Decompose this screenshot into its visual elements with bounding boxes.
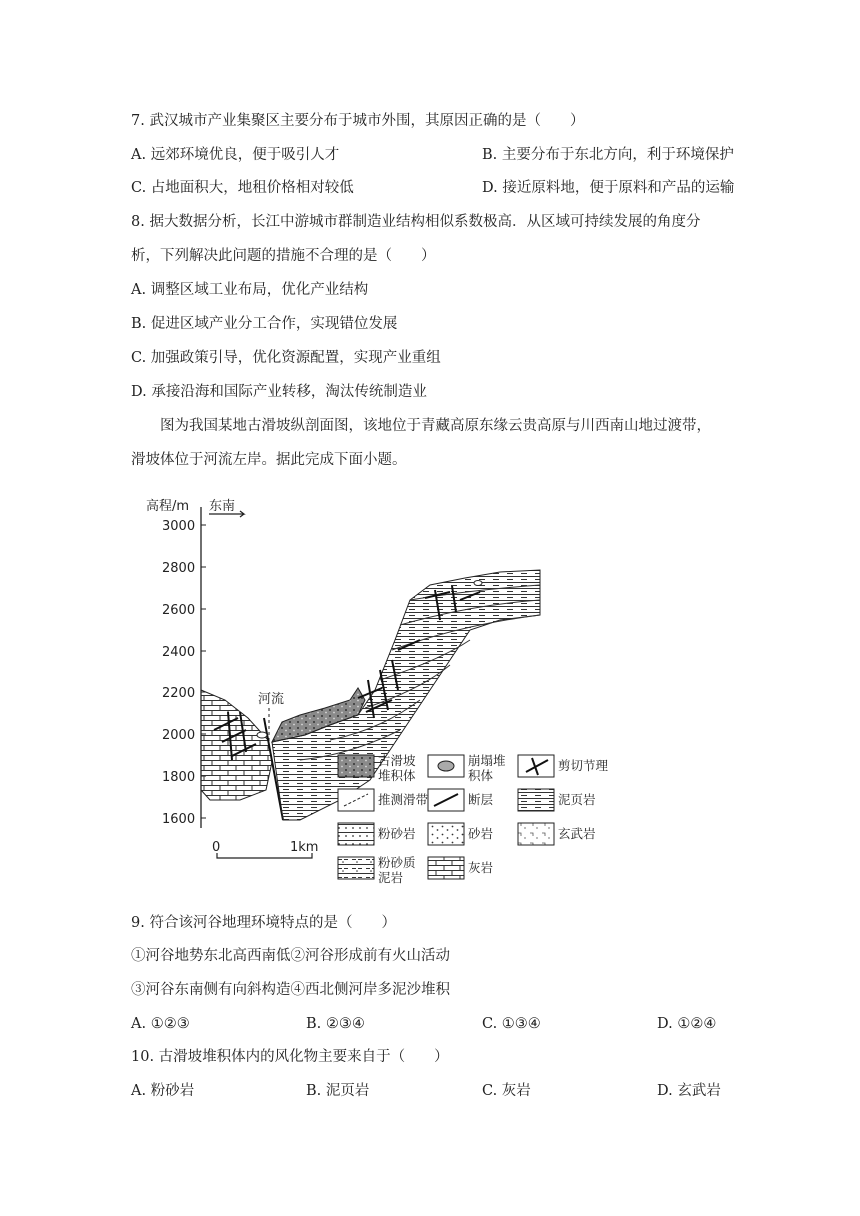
legend-fault: 断层: [468, 792, 494, 807]
scale-zero: 0: [212, 840, 221, 855]
legend-swatch-slide-zone: [338, 789, 374, 811]
tick-3000: 3000: [162, 519, 196, 534]
tick-2600: 2600: [162, 603, 196, 618]
legend-silty-mudstone-1: 粉砂质: [378, 855, 416, 870]
q9-statement1: ①河谷地势东北高西南低②河谷形成前有火山活动: [131, 948, 450, 964]
legend-shale: 泥页岩: [558, 792, 596, 807]
q7-option-d: D. 接近原料地，便于原料和产品的运输: [482, 180, 735, 196]
legend-collapse-2: 积体: [468, 768, 494, 783]
legend-swatch-siltstone: [338, 823, 374, 845]
q9-statement2: ③河谷东南侧有向斜构造④西北侧河岸多泥沙堆积: [131, 982, 450, 998]
q10-stem: 10. 古滑坡堆积体内的风化物主要来自于（ ）: [131, 1049, 449, 1065]
q9-option-b: B. ②③④: [306, 1016, 365, 1032]
q7-stem: 7. 武汉城市产业集聚区主要分布于城市外围，其原因正确的是（ ）: [131, 113, 585, 129]
tick-2200: 2200: [162, 686, 196, 701]
q8-option-d: D. 承接沿海和国际产业转移，淘汰传统制造业: [131, 384, 427, 400]
legend-limestone: 灰岩: [468, 860, 494, 875]
legend-basalt: 玄武岩: [558, 826, 596, 841]
legend-slide-zone: 推测滑带: [378, 792, 429, 807]
q7-option-c: C. 占地面积大，地租价格相对较低: [131, 180, 354, 196]
q7-option-b: B. 主要分布于东北方向，利于环境保护: [482, 147, 734, 163]
q9-stem: 9. 符合该河谷地理环境特点的是（ ）: [131, 915, 396, 931]
scale-km: 1km: [290, 840, 319, 855]
tick-1600: 1600: [162, 812, 196, 827]
legend-silty-mudstone-2: 泥岩: [378, 870, 404, 885]
tick-2400: 2400: [162, 645, 196, 660]
q10-option-d: D. 玄武岩: [657, 1083, 721, 1099]
collapse-deposit-top: [474, 581, 482, 586]
tick-2000: 2000: [162, 728, 196, 743]
legend-landslide-1: 古滑坡: [378, 753, 416, 768]
legend-shear-joint: 剪切节理: [558, 758, 609, 773]
q7-option-a: A. 远郊环境优良，便于吸引人才: [131, 147, 340, 163]
q9-option-d: D. ①②④: [657, 1016, 717, 1032]
legend: [338, 753, 609, 885]
tick-1800: 1800: [162, 770, 196, 785]
intro-line1: 图为我国某地古滑坡纵剖面图，该地位于青藏高原东缘云贵高原与川西南山地过渡带，: [160, 418, 711, 434]
legend-landslide-2: 堆积体: [378, 768, 416, 783]
q10-option-a: A. 粉砂岩: [131, 1083, 195, 1099]
legend-swatch-silty-mudstone: [338, 857, 374, 879]
q8-option-c: C. 加强政策引导，优化资源配置，实现产业重组: [131, 350, 441, 366]
q9-option-c: C. ①③④: [482, 1016, 541, 1032]
q10-option-c: C. 灰岩: [482, 1083, 531, 1099]
intro-line2: 滑坡体位于河流左岸。据此完成下面小题。: [131, 452, 407, 468]
legend-swatch-sandstone: [428, 823, 464, 845]
q8-option-b: B. 促进区域产业分工合作，实现错位发展: [131, 316, 398, 332]
legend-swatch-shale: [518, 789, 554, 811]
q10-option-b: B. 泥页岩: [306, 1083, 370, 1099]
legend-sandstone: 砂岩: [468, 826, 494, 841]
collapse-deposit: [257, 732, 267, 738]
y-axis-label: 高程/m: [146, 499, 190, 514]
legend-siltstone: 粉砂岩: [378, 826, 416, 841]
direction-label: 东南: [209, 499, 236, 514]
y-ticks: [162, 519, 206, 827]
river-label: 河流: [258, 692, 285, 707]
legend-collapse-1: 崩塌堆: [468, 753, 506, 768]
tick-2800: 2800: [162, 561, 196, 576]
q8-stem-line1: 8. 据大数据分析，长江中游城市群制造业结构相似系数极高．从区域可持续发展的角度分: [131, 214, 701, 230]
legend-swatch-limestone: [428, 857, 464, 879]
q8-stem-line2: 析，下列解决此问题的措施不合理的是（ ）: [131, 248, 436, 264]
q8-option-a: A. 调整区域工业布局，优化产业结构: [131, 282, 369, 298]
q9-option-a: A. ①②③: [131, 1016, 190, 1032]
legend-swatch-landslide: [338, 755, 374, 777]
legend-swatch-basalt: [518, 823, 554, 845]
